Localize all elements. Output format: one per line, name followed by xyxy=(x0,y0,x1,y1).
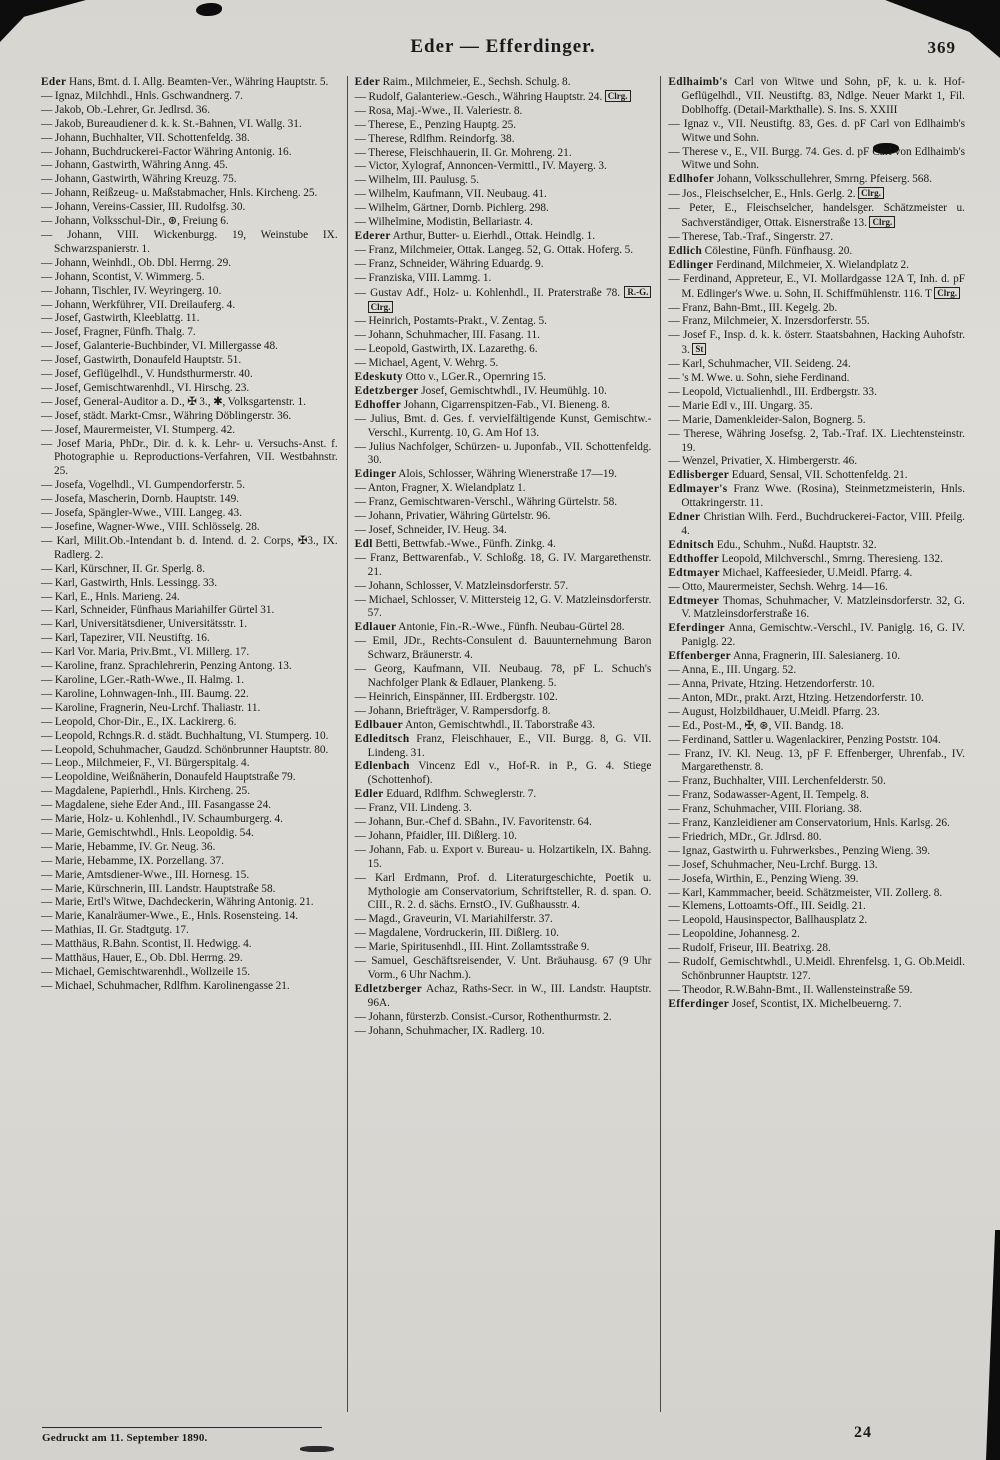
directory-column-2 xyxy=(347,76,661,1412)
directory-entry: — Therese v., E., VII. Burgg. 74. Ges. d. pF Carl von Edlhaimb's Witwe und Sohn. xyxy=(668,145,966,172)
entry-surname: Edlinger xyxy=(668,258,714,271)
directory-entry: — Johann, Buchhalter, VII. Schottenfeldg. 38. xyxy=(41,131,250,144)
entry-surname: Efferdinger xyxy=(668,997,730,1010)
directory-entry: — Anton, MDr., prakt. Arzt, Htzing. Hetzendorferstr. 10. xyxy=(668,691,924,704)
directory-entry: — Franz, Kanzleidiener am Conservatorium, Hnls. Karlsg. 26. xyxy=(668,817,950,830)
directory-entry: — Jakob, Ob.-Lehrer, Gr. Jedlrsd. 36. xyxy=(41,103,211,116)
entry-surname: Edthoffer xyxy=(668,552,720,565)
directory-entry: — Ignaz, Gastwirth u. Fuhrwerksbes., Penzing Wieng. 39. xyxy=(668,844,931,857)
directory-entry: — Ignaz, Milchhdl., Hnls. Gschwandnerg. 7. xyxy=(41,89,243,102)
page-number: 369 xyxy=(927,38,956,57)
entry-badge: Clrg. xyxy=(869,216,895,228)
directory-entry: — Franz, Schneider, Währing Eduardg. 9. xyxy=(354,257,544,270)
directory-entry: — Johann, Schuhmacher, IX. Radlerg. 10. xyxy=(354,1024,545,1037)
directory-entry: — Johann, Gastwirth, Währing Kreuzg. 75. xyxy=(41,173,237,186)
directory-entry: — Therese, E., Penzing Hauptg. 25. xyxy=(354,118,517,131)
directory-entry: Eder Raim., Milchmeier, E., Sechsh. Schulg. 8. xyxy=(354,76,571,88)
directory-column-3 xyxy=(660,76,974,1412)
directory-entry: — Magdalene, Vordruckerin, III. Dißlerg. 10. xyxy=(354,927,559,940)
directory-entry: — Marie, Damenkleider-Salon, Bognerg. 5. xyxy=(668,413,866,426)
directory-entry: — Josef, Geflügelhdl., V. Hundsthurmerstr. 40. xyxy=(41,368,253,381)
directory-entry: Edlenbach Vincenz Edl v., Hof-R. in P., G. 4. Stiege (Schottenhof). xyxy=(354,760,652,787)
directory-entry: — Magdalene, siehe Eder And., III. Fasangasse 24. xyxy=(41,799,272,812)
entry-surname: Edletzberger xyxy=(354,982,423,995)
directory-entry: Edtmeyer Thomas, Schuhmacher, V. Matzleinsdorferstr. 32, G. V. Matzleinsdorferstraße 16. xyxy=(668,594,966,621)
directory-entry: Edletzberger Achaz, Raths-Secr. in W., III. Landstr. Hauptstr. 96A. xyxy=(354,982,652,1009)
directory-entry: — Wilhelmine, Modistin, Bellariastr. 4. xyxy=(354,216,533,229)
directory-entry: — Karoline, Fragnerin, Neu-Lrchf. Thaliastr. 11. xyxy=(41,701,261,714)
directory-entry: — Magd., Graveurin, VI. Mariahilferstr. 37. xyxy=(354,913,553,926)
directory-entry: — Johann, Schuhmacher, III. Fasang. 11. xyxy=(354,329,540,342)
directory-entry: — Karl, Milit.Ob.-Intendant b. d. Intend. d. 2. Corps, ✠3., IX. Radlerg. 2. xyxy=(41,534,338,561)
directory-entry: — Franziska, VIII. Lammg. 1. xyxy=(354,271,492,284)
directory-entry: — Wilhelm, III. Paulusg. 5. xyxy=(354,174,479,187)
directory-entry: Efferdinger Josef, Scontist, IX. Michelbeuerng. 7. xyxy=(668,997,902,1010)
directory-entry: — Theodor, R.W.Bahn-Bmt., II. Wallensteinstraße 59. xyxy=(668,983,913,996)
directory-entry: — Wenzel, Privatier, X. Himbergerstr. 46. xyxy=(668,455,858,468)
directory-entry: Edler Eduard, Rdlfhm. Schweglerstr. 7. xyxy=(354,788,537,801)
sheet-number: 24 xyxy=(854,1424,872,1441)
directory-entry: Edlauer Antonie, Fin.-R.-Wwe., Fünfh. Neubau-Gürtel 28. xyxy=(354,621,625,634)
directory-entry: — Marie, Spiritusenhdl., III. Hint. Zollamtsstraße 9. xyxy=(354,941,590,954)
directory-entry: — Marie, Hebamme, IV. Gr. Neug. 36. xyxy=(41,840,216,853)
directory-entry: — Michael, Gemischtwarenhdl., Wollzeile 15. xyxy=(41,966,251,978)
directory-entry: Edinger Alois, Schlosser, Währing Wienerstraße 17—19. xyxy=(354,468,617,481)
directory-entry: — Karl, Kammmacher, beeid. Schätzmeister, VII. Zollerg. 8. xyxy=(668,886,943,899)
entry-badge: Clrg. xyxy=(934,287,960,299)
entry-surname: Edl xyxy=(354,537,373,550)
directory-entry: — Anton, Fragner, X. Wielandplatz 1. xyxy=(354,482,526,495)
directory-entry: — Marie, Kürschnerin, III. Landstr. Hauptstraße 58. xyxy=(41,882,276,895)
directory-entry: — Peter, E., Fleischselcher, handelsger. Schätzmeister u. Sachverständiger, Ottak. Eisnerstraße 13. Clrg. xyxy=(668,202,966,230)
entry-badge: R.-G. xyxy=(624,286,651,298)
directory-entry: — Franz, Sodawasser-Agent, II. Tempelg. 8. xyxy=(668,789,869,802)
directory-entry: — Johann, Reißzeug- u. Maßstabmacher, Hnls. Kircheng. 25. xyxy=(41,187,318,200)
entry-surname: Edleditsch xyxy=(354,732,410,745)
entry-surname: Effenberger xyxy=(668,650,732,663)
directory-entry: — Josef, Gastwirth, Donaufeld Hauptstr. 51. xyxy=(41,354,242,367)
page-title: Eder — Efferdinger. xyxy=(410,36,596,57)
directory-entry: — Franz, Milchmeier, Ottak. Langeg. 52, G. Ottak. Hoferg. 5. xyxy=(354,243,634,256)
entry-surname: Edner xyxy=(668,511,701,524)
directory-entry: — Marie Edl v., III. Ungarg. 35. xyxy=(668,399,813,412)
directory-entry: — Anna, Private, Htzing. Hetzendorferstr. 10. xyxy=(668,677,875,690)
directory-entry: — Johann, Scontist, V. Wimmerg. 5. xyxy=(41,270,205,283)
directory-entry: — Josefa, Vogelhdl., VI. Gumpendorferstr. 5. xyxy=(41,479,246,492)
entry-surname: Edeskuty xyxy=(354,371,404,384)
directory-entry: — Leopold, Hausinspector, Ballhausplatz 2. xyxy=(668,914,868,927)
entry-surname: Eder xyxy=(41,76,67,88)
directory-entry: — Franz, Schuhmacher, VIII. Floriang. 38. xyxy=(668,803,862,816)
directory-entry: — Ed., Post-M., ✠, ⊛, VII. Bandg. 18. xyxy=(668,719,844,732)
directory-entry: — Marie, Kanalräumer-Wwe., E., Hnls. Rosensteing. 14. xyxy=(41,910,299,923)
directory-entry: — Julius, Bmt. d. Ges. f. vervielfältigende Kunst, Gemischtw.-Verschl., Kurrentg. 10, G. Am Hof 13. xyxy=(354,412,652,439)
directory-entry: — Leopold, Chor-Dir., E., IX. Lackirerg. 6. xyxy=(41,715,237,728)
directory-entry: — Franz, Buchhalter, VIII. Lerchenfelderstr. 50. xyxy=(668,775,886,788)
entry-surname: Eder xyxy=(354,76,381,88)
directory-entry: — Georg, Kaufmann, VII. Neubaug. 78, pF L. Schuch's Nachfolger Plank & Edlauer, Plankeng. 5. xyxy=(354,663,652,689)
directory-entry: — Marie, Amtsdiener-Wwe., III. Hornesg. 15. xyxy=(41,868,250,881)
directory-entry: — Jakob, Bureaudiener d. k. k. St.-Bahnen, VI. Wallg. 31. xyxy=(41,117,302,130)
directory-entry: — Julius Nachfolger, Schürzen- u. Juponfab., VII. Schottenfeldg. 30. xyxy=(354,440,652,467)
directory-entry: — Josef, Schneider, IV. Heug. 34. xyxy=(354,524,507,536)
directory-entry: — Rosa, Maj.-Wwe., II. Valeriestr. 8. xyxy=(354,104,523,117)
directory-entry: — Johann, VIII. Wickenburgg. 19, Weinstube IX. Schwarzspanierstr. 1. xyxy=(41,228,338,255)
directory-entry: — August, Holzbildhauer, U.Meidl. Pfarrg. 23. xyxy=(668,705,880,718)
entry-surname: Ednitsch xyxy=(668,538,715,551)
directory-entry: Edtmayer Michael, Kaffeesieder, U.Meidl. Pfarrg. 4. xyxy=(668,566,913,579)
directory-entry: — Karl, Schneider, Fünfhaus Mariahilfer Gürtel 31. xyxy=(41,604,275,617)
directory-entry: — Karl Erdmann, Prof. d. Literaturgeschichte, Poetik u. Mythologie am Conservatorium, Schriftsteller, R. d. span. O. CIII., R. 2. d. sächs. ErnstO., IV. Gußhausstr. 4. xyxy=(354,871,652,912)
directory-entry: — Karl, Tapezirer, VII. Neustiftg. 16. xyxy=(41,632,210,645)
directory-entry: — Friedrich, MDr., Gr. Jdlrsd. 80. xyxy=(668,830,822,843)
directory-entry: Edthoffer Leopold, Milchverschl., Smrng. Theresieng. 132. xyxy=(668,552,943,565)
directory-entry: — Michael, Agent, V. Wehrg. 5. xyxy=(354,357,499,370)
directory-entry: — Marie, Hebamme, IX. Porzellang. 37. xyxy=(41,854,224,867)
directory-entry: — Otto, Maurermeister, Sechsh. Wehrg. 14—16. xyxy=(668,580,888,593)
directory-entry: — Matthäus, R.Bahn. Scontist, II. Hedwigg. 4. xyxy=(41,938,252,951)
entry-surname: Edler xyxy=(354,788,384,801)
entry-surname: Ederer xyxy=(354,229,391,242)
directory-entry: — Michael, Schuhmacher, Rdlfhm. Karolinengasse 21. xyxy=(41,979,290,992)
directory-entry: — Josefa, Spängler-Wwe., VIII. Langeg. 43. xyxy=(41,507,243,520)
directory-entry: — Rudolf, Friseur, III. Beatrixg. 28. xyxy=(668,942,831,955)
directory-entry: — Johann, Weinhdl., Ob. Dbl. Herrng. 29. xyxy=(41,256,232,269)
entry-surname: Edetzberger xyxy=(354,384,419,397)
directory-columns xyxy=(34,76,974,1412)
directory-entry: — Gustav Adf., Holz- u. Kohlenhdl., II. Praterstraße 78. R.-G. Clrg. xyxy=(355,286,652,316)
page-header xyxy=(36,36,970,66)
entry-badge: Clrg. xyxy=(605,90,631,102)
entry-surname: Edlauer xyxy=(354,621,397,634)
directory-entry: Ederer Arthur, Butter- u. Eierhdl., Ottak. Heindlg. 1. xyxy=(354,229,596,242)
directory-entry: — Heinrich, Postamts-Prakt., V. Zentag. 5. xyxy=(354,315,547,328)
directory-entry: — Wilhelm, Kaufmann, VII. Neubaug. 41. xyxy=(354,188,547,201)
entry-surname: Edtmayer xyxy=(668,566,720,579)
directory-entry: — Johann, Privatier, Währing Gürtelstr. 96. xyxy=(354,510,551,523)
directory-entry: — Johann, Bur.-Chef d. SBahn., IV. Favoritenstr. 64. xyxy=(354,816,592,829)
directory-entry: Edeskuty Otto v., LGer.R., Opernring 15. xyxy=(354,371,547,384)
directory-entry: — Leop., Milchmeier, F., VI. Bürgerspitalg. 4. xyxy=(41,757,250,770)
directory-entry: — Karoline, franz. Sprachlehrerin, Penzing Antong. 13. xyxy=(41,660,292,673)
directory-entry: Edl Betti, Bettwfab.-Wwe., Fünfh. Zinkg. 4. xyxy=(354,537,556,550)
entry-surname: Edhoffer xyxy=(354,398,402,411)
directory-entry: — 's M. Wwe. u. Sohn, siehe Ferdinand. xyxy=(668,372,850,385)
directory-entry: — Johann, Tischler, IV. Weyringerg. 10. xyxy=(41,284,222,297)
directory-entry: — Magdalene, Papierhdl., Hnls. Kircheng. 25. xyxy=(41,785,251,798)
directory-entry: — Franz, VII. Lindeng. 3. xyxy=(354,802,472,815)
directory-entry: — Rudolf, Gemischtwhdl., U.Meidl. Ehrenfelsg. 1, G. Ob.Meidl. Schönbrunner Hauptstr. 127. xyxy=(668,956,966,982)
directory-entry: — Josefine, Wagner-Wwe., VIII. Schlösselg. 28. xyxy=(41,521,260,533)
print-date-note: Gedruckt am 11. September 1890. xyxy=(42,1427,322,1444)
directory-entry: — Leopold, Rchngs.R. d. städt. Buchhaltung, VI. Stumperg. 10. xyxy=(41,729,329,742)
directory-entry: — Victor, Xylograf, Annoncen-Vermittl., IV. Mayerg. 3. xyxy=(354,160,607,173)
directory-entry: Effenberger Anna, Fragnerin, III. Salesianerg. 10. xyxy=(668,650,901,663)
directory-entry: — Karoline, Lohnwagen-Inh., III. Baumg. 22. xyxy=(41,687,249,700)
directory-entry: — Karl, Schuhmacher, VII. Seideng. 24. xyxy=(668,358,851,371)
directory-entry: — Leopoldine, Weißnäherin, Donaufeld Hauptstraße 79. xyxy=(41,771,296,784)
directory-entry: — Josef Maria, PhDr., Dir. d. k. k. Lehr- u. Versuchs-Anst. f. Photographie u. Reproductions-Verfahren, VII. Westbahnstr. 25. xyxy=(41,437,338,478)
directory-entry: — Josef, General-Auditor a. D., ✠ 3., ✱, Volksgartenstr. 1. xyxy=(41,395,306,408)
directory-entry: — Klemens, Lottoamts-Off., III. Seidlg. 21. xyxy=(668,900,866,913)
directory-entry: — Karl Vor. Maria, Priv.Bmt., VI. Millerg. 17. xyxy=(41,646,250,659)
directory-entry: — Johann, Buchdruckerei-Factor Währing Antonig. 16. xyxy=(41,145,292,158)
directory-entry: Edlmayer's Franz Wwe. (Rosina), Steinmetzmeisterin, Hnls. Ottakringerstr. 11. xyxy=(668,483,966,510)
directory-entry: — Franz, Gemischtwaren-Verschl., Währing Gürtelstr. 58. xyxy=(354,496,618,509)
directory-entry: — Marie, Ertl's Witwe, Dachdeckerin, Währing Antonig. 21. xyxy=(41,896,314,909)
directory-entry: — Josefa, Wirthin, E., Penzing Wieng. 39. xyxy=(668,872,859,885)
directory-entry: — Therese, Fleischhauerin, II. Gr. Mohreng. 21. xyxy=(354,146,572,159)
directory-entry: — Ferdinand, Sattler u. Wagenlackirer, Penzing Poststr. 104. xyxy=(668,733,941,746)
directory-entry: — Leopoldine, Johannesg. 2. xyxy=(668,928,800,941)
directory-entry: — Karl, Kürschner, II. Gr. Sperlg. 8. xyxy=(41,562,206,575)
entry-badge: Clrg. xyxy=(368,301,394,313)
directory-entry: — Josef, städt. Markt-Cmsr., Währing Döblingerstr. 36. xyxy=(41,409,292,422)
directory-entry: — Anna, E., III. Ungarg. 52. xyxy=(668,664,797,677)
directory-entry: — Karl, E., Hnls. Marieng. 24. xyxy=(41,590,180,603)
directory-entry: Eferdinger Anna, Gemischtw.-Verschl., IV. Paniglg. 16, G. IV. Paniglg. 22. xyxy=(668,622,966,649)
directory-entry: — Josef, Maurermeister, VI. Stumperg. 42. xyxy=(41,423,236,436)
directory-entry: Edlhofer Johann, Volksschullehrer, Smrng. Pfeiserg. 568. xyxy=(668,173,932,186)
directory-entry: — Marie, Holz- u. Kohlenhdl., IV. Schaumburgerg. 4. xyxy=(41,813,284,826)
directory-entry: — Leopold, Victualienhdl., III. Erdbergstr. 33. xyxy=(668,385,877,398)
directory-entry: — Ignaz v., VII. Neustiftg. 83, Ges. d. pF Carl von Edlhaimb's Witwe und Sohn. xyxy=(668,117,966,144)
directory-entry: — Josef, Schuhmacher, Neu-Lrchf. Burgg. 13. xyxy=(668,858,878,871)
directory-entry: — Josef, Galanterie-Buchbinder, VI. Millergasse 48. xyxy=(41,340,279,353)
directory-entry: — Johann, Gastwirth, Währing Anng. 45. xyxy=(41,159,228,172)
directory-entry: — Ferdinand, Appreteur, E., VI. Mollardgasse 12A T, Inh. d. pF M. Edlinger's Wwe. u. Sohn, II. Schiffmühlenstr. 116. T Clrg. xyxy=(668,272,966,300)
directory-entry: — Heinrich, Einspänner, III. Erdbergstr. 102. xyxy=(354,690,558,703)
ink-smudge-bottom xyxy=(300,1446,334,1452)
directory-entry: Edlinger Ferdinand, Milchmeier, X. Wielandplatz 2. xyxy=(668,258,909,271)
directory-entry: — Josef, Gastwirth, Kleeblattg. 11. xyxy=(41,312,200,325)
directory-entry: — Michael, Schlosser, V. Mittersteig 12, G. V. Matzleinsdorferstr. 57. xyxy=(354,593,652,620)
directory-entry: — Johann, Fab. u. Export v. Bureau- u. Holzartikeln, IX. Bahng. 15. xyxy=(354,843,652,870)
directory-entry: — Therese, Währing Josefsg. 2, Tab.-Traf. IX. Liechtensteinstr. 19. xyxy=(668,427,966,454)
entry-surname: Edlhofer xyxy=(668,173,715,186)
directory-entry: — Marie, Gemischtwhdl., Hnls. Leopoldig. 54. xyxy=(41,826,254,839)
directory-entry: Edlhaimb's Carl von Witwe und Sohn, pF, k. u. k. Hof-Geflügelhdl., VII. Neustiftg. 83, Ndlge. Neuer Markt 1, Fil. Doblhoffg. (Detail-Markthalle). S. Ins. S. XXIII xyxy=(668,76,966,116)
directory-entry: — Franz, IV. Kl. Neug. 13, pF F. Effenberger, Uhrenfab., IV. Margarethenstr. 8. xyxy=(668,747,966,774)
directory-entry: — Wilhelm, Gärtner, Dornb. Pichlerg. 298. xyxy=(354,202,549,215)
directory-entry: Edhoffer Johann, Cigarrenspitzen-Fab., VI. Bieneng. 8. xyxy=(354,398,610,411)
directory-entry: — Matthäus, Hauer, E., Ob. Dbl. Herrng. 29. xyxy=(41,952,243,965)
directory-entry: — Johann, fürsterzb. Consist.-Cursor, Rothenthurmstr. 2. xyxy=(354,1010,612,1023)
entry-badge: Clrg. xyxy=(858,187,884,199)
directory-entry: — Johann, Werkführer, VII. Dreilauferg. 4. xyxy=(41,298,236,311)
directory-entry: Ednitsch Edu., Schuhm., Nußd. Hauptstr. 32. xyxy=(668,538,877,551)
directory-entry: — Leopold, Schuhmacher, Gaudzd. Schönbrunner Hauptstr. 80. xyxy=(41,743,329,756)
directory-entry: — Johann, Volksschul-Dir., ⊛, Freiung 6. xyxy=(41,215,229,228)
directory-entry: — Leopold, Gastwirth, IX. Lazarethg. 6. xyxy=(354,343,538,356)
directory-entry: Edleditsch Franz, Fleischhauer, E., VII. Burgg. 8, G. VII. Lindeng. 31. xyxy=(354,732,652,759)
directory-entry: — Rudolf, Galanteriew.-Gesch., Währing Hauptstr. 24. Clrg. xyxy=(355,90,652,105)
directory-entry: — Johann, Briefträger, V. Rampersdorfg. 8. xyxy=(354,704,551,717)
directory-entry: — Samuel, Geschäftsreisender, V. Unt. Bräuhausg. 67 (9 Uhr Vorm., 6 Uhr Nachm.). xyxy=(354,955,652,981)
directory-entry: — Johann, Pfaidler, III. Dißlerg. 10. xyxy=(354,829,517,842)
directory-entry: Edlbauer Anton, Gemischtwhdl., II. Taborstraße 43. xyxy=(354,718,596,731)
directory-entry: — Franz, Milchmeier, X. Inzersdorferstr. 55. xyxy=(668,315,870,328)
entry-surname: Edtmeyer xyxy=(668,594,720,607)
directory-entry: Edetzberger Josef, Gemischtwhdl., IV. Heumühlg. 10. xyxy=(354,384,607,397)
entry-badge: St xyxy=(692,343,706,355)
scan-edge-right xyxy=(986,1230,1000,1460)
directory-entry: — Therese, Tab.-Traf., Singerstr. 27. xyxy=(668,230,834,243)
entry-surname: Edlich xyxy=(668,244,703,257)
directory-entry: — Mathias, II. Gr. Stadtgutg. 17. xyxy=(41,924,189,937)
entry-surname: Edlenbach xyxy=(354,760,410,773)
directory-column-1 xyxy=(34,76,347,1412)
ink-blot xyxy=(196,3,222,16)
entry-surname: Edlisberger xyxy=(668,469,730,482)
directory-entry: — Josef, Gemischtwarenhdl., VI. Hirschg. 23. xyxy=(41,381,250,394)
entry-surname: Edlmayer's xyxy=(668,483,728,496)
directory-entry: Edlich Cölestine, Fünfh. Fünfhausg. 20. xyxy=(668,244,853,257)
entry-surname: Edlbauer xyxy=(354,718,404,731)
directory-entry: — Emil, JDr., Rechts-Consulent d. Bauunternehmung Baron Schwarz, Bräunerstr. 4. xyxy=(354,635,652,662)
directory-entry: — Jos., Fleischselcher, E., Hnls. Gerlg. 2. Clrg. xyxy=(668,187,965,202)
entry-surname: Edinger xyxy=(354,468,397,481)
directory-entry: — Karl, Universitätsdiener, Universitätsstr. 1. xyxy=(41,618,248,631)
directory-entry: — Josef F., Insp. d. k. k. österr. Staatsbahnen, Hacking Auhofstr. 3. St xyxy=(668,329,966,357)
directory-entry: — Karoline, LGer.-Rath-Wwe., II. Halmg. 1. xyxy=(41,673,245,686)
directory-entry: — Johann, Vereins-Cassier, III. Rudolfsg. 30. xyxy=(41,201,246,214)
entry-surname: Eferdinger xyxy=(668,622,726,635)
directory-entry: — Josef, Fragner, Fünfh. Thalg. 7. xyxy=(41,326,196,339)
directory-entry: Edlisberger Eduard, Sensal, VII. Schottenfeldg. 21. xyxy=(668,469,908,482)
directory-entry: — Franz, Bettwarenfab., V. Schloßg. 18, G. IV. Margarethenstr. 21. xyxy=(354,551,652,578)
directory-entry: — Josefa, Mascherin, Dornb. Hauptstr. 149. xyxy=(41,493,240,506)
directory-entry: — Franz, Bahn-Bmt., III. Kegelg. 2b. xyxy=(668,301,838,314)
directory-entry: Eder Hans, Bmt. d. I. Allg. Beamten-Ver., Währing Hauptstr. 5. xyxy=(41,76,329,88)
directory-entry: — Johann, Schlosser, V. Matzleinsdorferstr. 57. xyxy=(354,579,569,592)
entry-surname: Edlhaimb's xyxy=(668,76,728,88)
directory-entry: Edner Christian Wilh. Ferd., Buchdruckerei-Factor, VIII. Pfeilg. 4. xyxy=(668,511,966,537)
directory-entry: — Karl, Gastwirth, Hnls. Lessingg. 33. xyxy=(41,576,218,589)
directory-entry: — Therese, Rdlfhm. Reindorfg. 38. xyxy=(354,132,515,145)
